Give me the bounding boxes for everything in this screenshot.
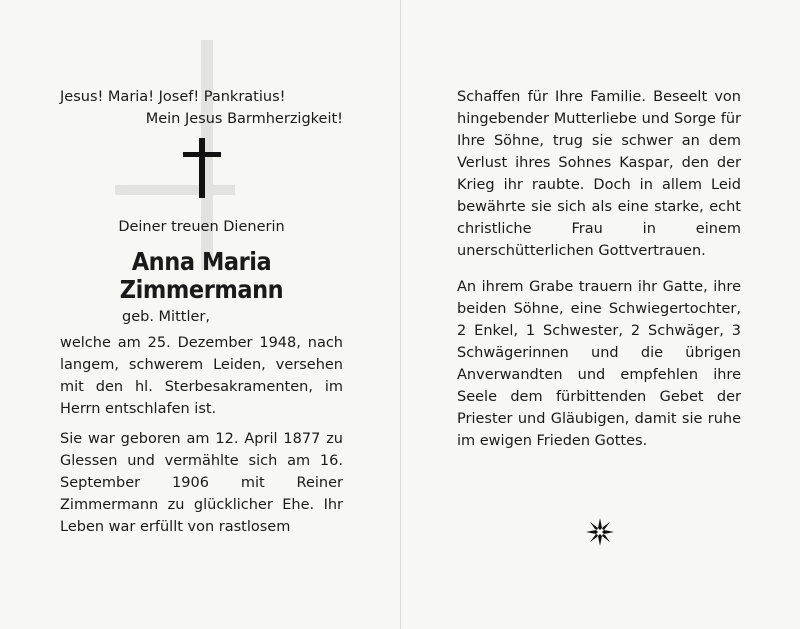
maiden-name: geb. Mittler, (122, 309, 210, 325)
death-paragraph: welche am 25. Dezember 1948, nach langem, schwerem Leiden, versehen mit den hl. Sterbesakramenten, im Herrn entschlafen ist. (60, 335, 343, 417)
left-panel (60, 86, 343, 538)
right-panel (457, 86, 741, 452)
dedication: Deiner treuen Dienerin (118, 219, 285, 235)
fold-line (400, 0, 401, 629)
mourners-paragraph: An ihrem Grabe trauern ihr Gatte, ihre beiden Söhne, eine Schwiegertochter, 2 Enkel, 1 Schwester, 2 Schwäger, 3 Schwägerinnen und die übrigen Anverwandten und empfehlen ihre Seele dem fürbittenden Gebet der Priester und Gläubigen, damit sie ruhe im ewigen Frieden Gottes. (457, 279, 741, 449)
biography-paragraph: Sie war geboren am 12. April 1877 zu Glessen und vermählte sich am 16. September 1906 mit Reiner Zimmermann zu glücklicher Ehe. Ihr Leben war erfüllt von rastlosem (60, 431, 343, 535)
deceased-name: Anna Maria Zimmermann (119, 247, 284, 304)
cross-container (60, 130, 343, 204)
star-ornament-icon (586, 518, 614, 546)
biography-continued-paragraph: Schaffen für Ihre Familie. Beseelt von hingebender Mutterliebe und Sorge für Ihre Söhne, trug sie schwer an dem Verlust ihres Sohnes Kaspar, den der Krieg ihr raubte. Doch in allem Leid bewährte sie sich als eine starke, echt christliche Frau in einem unerschütterlichen Gottvertrauen. (457, 89, 741, 259)
latin-cross-icon (183, 138, 223, 198)
invocation-line-1: Jesus! Maria! Josef! Pankratius! (60, 89, 286, 105)
invocation-line-2: Mein Jesus Barmherzigkeit! (145, 111, 343, 127)
